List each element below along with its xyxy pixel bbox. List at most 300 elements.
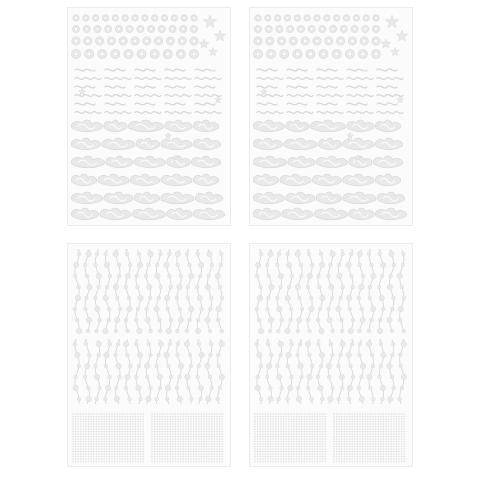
floral-vine-flower	[317, 274, 321, 278]
floral-vine-flower	[268, 386, 272, 390]
dot-border-bead	[398, 438, 400, 440]
dot-border-bead	[193, 436, 195, 438]
flower-jewel-center	[339, 39, 342, 42]
floral-vine-flower	[337, 397, 341, 401]
dot-border-bead	[267, 438, 269, 440]
dot-border-bead	[385, 421, 387, 423]
dot-border-bead	[216, 461, 218, 463]
swirl-border-sticker	[135, 78, 161, 80]
dot-border-bead	[101, 456, 103, 458]
dot-border-bead	[396, 426, 398, 428]
dot-border-bead	[195, 438, 197, 440]
dot-border-bead	[203, 461, 205, 463]
dot-border-bead	[317, 461, 319, 463]
dot-border-bead	[203, 451, 205, 453]
swirl-border-sticker	[75, 69, 95, 71]
dot-border-bead	[259, 461, 261, 463]
dot-border-bead	[338, 456, 340, 458]
dot-border-bead	[272, 453, 274, 455]
dot-border-bead	[288, 443, 290, 445]
dot-border-bead	[357, 458, 359, 460]
dot-border-bead	[375, 426, 377, 428]
dot-border-bead	[383, 423, 385, 425]
dot-border-bead	[193, 431, 195, 433]
swirl-border-sticker	[287, 69, 307, 71]
floral-vine-flower	[187, 386, 191, 390]
dot-border-bead	[114, 446, 116, 448]
dot-border-bead	[85, 448, 87, 450]
dot-border-bead	[275, 451, 277, 453]
dot-border-bead	[380, 436, 382, 438]
floral-vine-flower	[319, 352, 325, 358]
dot-border-bead	[140, 448, 142, 450]
dot-border-bead	[101, 416, 103, 418]
dot-border-bead	[103, 446, 105, 448]
floral-vine-flower	[127, 306, 133, 312]
dot-border-bead	[270, 448, 272, 450]
dot-border-bead	[106, 443, 108, 445]
dot-border-bead	[380, 453, 382, 455]
floral-vine-flower	[307, 374, 313, 380]
floral-vine-flower	[286, 364, 290, 368]
dot-border-bead	[390, 433, 392, 435]
dot-border-bead	[124, 451, 126, 453]
dot-border-bead	[154, 461, 156, 463]
star-sticker	[385, 15, 398, 28]
dot-border-bead	[159, 441, 161, 443]
dot-border-bead	[359, 443, 361, 445]
dot-border-bead	[362, 443, 364, 445]
dot-border-bead	[322, 423, 324, 425]
dot-border-bead	[140, 443, 142, 445]
dot-border-bead	[306, 453, 308, 455]
dot-border-bead	[346, 423, 348, 425]
dot-border-bead	[367, 461, 369, 463]
dot-border-bead	[135, 418, 137, 420]
dot-border-bead	[291, 441, 293, 443]
dot-border-bead	[306, 446, 308, 448]
dot-border-bead	[341, 418, 343, 420]
floral-vine-flower	[277, 252, 281, 256]
dot-border-bead	[109, 421, 111, 423]
cloud-flourish-sticker	[253, 138, 282, 150]
dot-border-bead	[195, 446, 197, 448]
dot-border-bead	[206, 446, 208, 448]
dot-border-bead	[106, 453, 108, 455]
dot-border-bead	[193, 451, 195, 453]
dot-border-bead	[190, 416, 192, 418]
dot-border-bead	[367, 426, 369, 428]
dot-border-bead	[296, 418, 298, 420]
floral-vine-flower	[83, 263, 87, 267]
dot-border-bead	[208, 461, 210, 463]
dot-border-bead	[372, 433, 374, 435]
dot-border-bead	[129, 453, 131, 455]
dot-border-bead	[164, 421, 166, 423]
swirl-border-sticker	[377, 112, 403, 114]
flower-jewel-center	[348, 52, 352, 56]
dot-border-bead	[377, 456, 379, 458]
dot-border-bead	[309, 426, 311, 428]
dot-border-bead	[380, 413, 382, 415]
dot-border-bead	[122, 421, 124, 423]
dot-border-bead	[90, 436, 92, 438]
dot-border-bead	[275, 456, 277, 458]
dot-border-bead	[265, 451, 267, 453]
floral-vine-flower	[257, 295, 263, 301]
dot-border-bead	[164, 433, 166, 435]
dot-border-bead	[364, 421, 366, 423]
dot-border-bead	[190, 461, 192, 463]
swirl-border-sticker	[347, 112, 373, 114]
floral-vine-flower	[105, 285, 109, 289]
dot-border-bead	[319, 433, 321, 435]
dot-border-bead	[344, 426, 346, 428]
dot-border-bead	[349, 443, 351, 445]
dot-border-bead	[177, 458, 179, 460]
swirl-border-sticker	[287, 112, 313, 114]
dot-border-bead	[359, 438, 361, 440]
floral-vine-flower	[209, 342, 213, 346]
floral-vine-stem	[126, 340, 130, 404]
dot-border-bead	[298, 428, 300, 430]
dot-border-bead	[216, 448, 218, 450]
dot-border-bead	[103, 451, 105, 453]
dot-border-bead	[114, 461, 116, 463]
dot-border-bead	[98, 416, 100, 418]
floral-vine-flower	[308, 329, 312, 333]
floral-vine-flower	[331, 353, 335, 357]
dot-border-bead	[132, 421, 134, 423]
dot-border-bead	[265, 453, 267, 455]
dot-border-bead	[140, 436, 142, 438]
dot-border-bead	[306, 441, 308, 443]
dot-border-bead	[83, 421, 85, 423]
dot-border-bead	[349, 416, 351, 418]
floral-vine-flower	[337, 273, 343, 279]
dot-border-bead	[377, 426, 379, 428]
dot-border-bead	[259, 421, 261, 423]
dot-border-bead	[359, 431, 361, 433]
dot-border-bead	[272, 451, 274, 453]
floral-vine-flower	[215, 273, 221, 279]
dot-border-bead	[190, 438, 192, 440]
dot-border-bead	[272, 436, 274, 438]
dot-border-bead	[346, 428, 348, 430]
dot-border-bead	[349, 418, 351, 420]
floral-vine-flower	[178, 307, 182, 311]
dot-border-bead	[309, 446, 311, 448]
dot-border-bead	[259, 451, 261, 453]
dot-border-bead	[93, 441, 95, 443]
dot-border-bead	[291, 423, 293, 425]
dot-border-bead	[116, 448, 118, 450]
floral-vine-flower	[147, 263, 151, 267]
dot-border-bead	[322, 448, 324, 450]
floral-vine-flower	[189, 273, 195, 279]
floral-vine-flower	[126, 353, 130, 357]
cloud-flourish-sticker	[130, 174, 159, 186]
dot-border-bead	[317, 446, 319, 448]
dot-border-bead	[137, 431, 139, 433]
swirl-border-sticker	[347, 103, 367, 105]
dot-border-bead	[98, 438, 100, 440]
dot-border-bead	[267, 416, 269, 418]
dot-border-bead	[311, 431, 313, 433]
dot-border-bead	[309, 428, 311, 430]
floral-vine-flower	[367, 374, 373, 380]
flower-jewel-center	[133, 39, 136, 42]
dot-border-bead	[254, 416, 256, 418]
dot-border-bead	[383, 458, 385, 460]
dot-border-bead	[306, 413, 308, 415]
flower-jewel-center	[267, 28, 270, 31]
swirl-border-sticker	[165, 78, 191, 80]
dot-border-bead	[156, 436, 158, 438]
dot-border-bead	[156, 413, 158, 415]
dot-border-bead	[341, 438, 343, 440]
floral-vine-flower	[378, 252, 382, 256]
dot-border-bead	[301, 448, 303, 450]
dot-border-bead	[190, 431, 192, 433]
dot-border-bead	[193, 441, 195, 443]
dot-border-bead	[72, 416, 74, 418]
dot-border-bead	[127, 446, 129, 448]
dot-border-bead	[298, 413, 300, 415]
floral-vine-flower	[340, 329, 344, 333]
dot-border-bead	[254, 413, 256, 415]
dot-border-bead	[267, 436, 269, 438]
dot-border-bead	[393, 438, 395, 440]
floral-vine-flower	[401, 252, 405, 256]
dot-border-bead	[116, 438, 118, 440]
dot-border-bead	[137, 413, 139, 415]
dot-border-bead	[127, 416, 129, 418]
dot-border-bead	[208, 431, 210, 433]
dot-border-bead	[132, 433, 134, 435]
floral-vine-flower	[346, 295, 352, 301]
dot-border-bead	[336, 438, 338, 440]
floral-vine-flower	[392, 386, 396, 390]
dot-border-bead	[259, 413, 261, 415]
floral-vine-flower	[340, 386, 344, 390]
dot-border-bead	[203, 428, 205, 430]
dot-border-bead	[304, 431, 306, 433]
dot-border-bead	[156, 446, 158, 448]
dot-border-bead	[275, 441, 277, 443]
floral-vine-flower	[116, 342, 120, 346]
swirl-border-sticker	[377, 103, 397, 105]
flower-jewel-center	[321, 28, 324, 31]
dot-border-bead	[364, 448, 366, 450]
dot-border-bead	[156, 433, 158, 435]
dot-border-bead	[301, 443, 303, 445]
dot-border-bead	[106, 436, 108, 438]
flower-jewel-center	[309, 52, 313, 56]
dot-border-bead	[377, 418, 379, 420]
dot-border-bead	[195, 436, 197, 438]
dot-border-bead	[75, 456, 77, 458]
floral-vine-flower	[158, 386, 162, 390]
dot-border-bead	[90, 431, 92, 433]
floral-vine-flower	[167, 364, 171, 368]
dot-border-bead	[132, 428, 134, 430]
dot-border-bead	[98, 423, 100, 425]
dot-border-bead	[90, 426, 92, 428]
floral-vine-flower	[289, 318, 293, 322]
dot-border-bead	[177, 443, 179, 445]
dot-border-bead	[101, 453, 103, 455]
dot-border-bead	[270, 441, 272, 443]
dot-border-bead	[385, 426, 387, 428]
dot-border-bead	[98, 461, 100, 463]
dot-border-bead	[203, 453, 205, 455]
dot-border-bead	[75, 428, 77, 430]
dot-border-bead	[83, 413, 85, 415]
dot-border-bead	[301, 453, 303, 455]
dot-border-bead	[309, 451, 311, 453]
dot-border-bead	[167, 413, 169, 415]
dot-border-bead	[135, 461, 137, 463]
dot-border-bead	[206, 423, 208, 425]
dot-border-bead	[319, 458, 321, 460]
dot-border-bead	[122, 438, 124, 440]
dot-border-bead	[278, 456, 280, 458]
floral-vine-flower	[76, 328, 82, 334]
dot-border-bead	[127, 418, 129, 420]
dot-border-bead	[198, 441, 200, 443]
dot-border-bead	[83, 433, 85, 435]
dot-border-bead	[211, 426, 213, 428]
dot-border-bead	[317, 433, 319, 435]
dot-border-bead	[175, 451, 177, 453]
dot-border-bead	[98, 453, 100, 455]
cloud-flourish-sticker	[161, 174, 192, 186]
dot-border-bead	[127, 426, 129, 428]
dot-border-bead	[401, 431, 403, 433]
dot-border-bead	[167, 441, 169, 443]
floral-vine-flower	[84, 363, 90, 369]
dot-border-bead	[114, 418, 116, 420]
dot-border-bead	[322, 456, 324, 458]
flower-jewel-center	[140, 52, 144, 56]
floral-vine-flower	[286, 262, 292, 268]
floral-vine-flower	[361, 274, 365, 278]
dot-border-bead	[75, 436, 77, 438]
dot-border-bead	[154, 413, 156, 415]
floral-vine-flower	[310, 263, 314, 267]
dot-border-bead	[278, 436, 280, 438]
dot-border-bead	[88, 426, 90, 428]
dot-border-bead	[101, 451, 103, 453]
dot-border-bead	[370, 453, 372, 455]
dot-border-bead	[283, 426, 285, 428]
dot-border-bead	[319, 426, 321, 428]
dot-border-bead	[88, 446, 90, 448]
dot-border-bead	[338, 413, 340, 415]
dot-border-bead	[265, 421, 267, 423]
dot-border-bead	[357, 451, 359, 453]
dot-border-bead	[193, 456, 195, 458]
dot-border-bead	[324, 436, 326, 438]
dot-border-bead	[341, 451, 343, 453]
dot-border-bead	[201, 458, 203, 460]
floral-vine-flower	[168, 274, 172, 278]
dot-border-bead	[151, 438, 153, 440]
dot-border-bead	[319, 461, 321, 463]
flower-jewel-center	[173, 17, 176, 20]
dot-border-bead	[304, 456, 306, 458]
cloud-flourish-sticker	[191, 156, 220, 168]
dot-border-bead	[156, 458, 158, 460]
dot-border-bead	[285, 423, 287, 425]
dot-border-bead	[195, 418, 197, 420]
dot-border-bead	[309, 423, 311, 425]
dot-border-bead	[324, 438, 326, 440]
dot-border-bead	[403, 451, 405, 453]
floral-vine-flower	[317, 285, 321, 289]
floral-vine-flower	[255, 307, 259, 311]
dot-border-bead	[193, 461, 195, 463]
dot-border-bead	[180, 441, 182, 443]
floral-vine-flower	[73, 385, 79, 391]
dot-border-bead	[403, 461, 405, 463]
dot-border-bead	[85, 438, 87, 440]
dot-border-bead	[85, 453, 87, 455]
dot-border-bead	[370, 456, 372, 458]
floral-vine-flower	[155, 397, 159, 401]
dot-border-bead	[288, 423, 290, 425]
dot-border-bead	[396, 451, 398, 453]
dot-border-bead	[254, 443, 256, 445]
dot-border-bead	[333, 453, 335, 455]
cloud-flourish-sticker	[71, 174, 96, 186]
dot-border-bead	[254, 428, 256, 430]
dot-border-bead	[354, 456, 356, 458]
flower-jewel-center	[278, 28, 281, 31]
dot-border-bead	[140, 446, 142, 448]
dot-border-bead	[362, 421, 364, 423]
floral-vine-flower	[295, 251, 301, 257]
swirl-border-sticker	[135, 95, 161, 97]
flower-jewel-center	[157, 39, 160, 42]
dot-border-bead	[80, 413, 82, 415]
dot-border-bead	[364, 426, 366, 428]
dot-border-bead	[124, 428, 126, 430]
dot-border-bead	[375, 418, 377, 420]
floral-vine-flower	[400, 285, 404, 289]
dot-border-bead	[322, 416, 324, 418]
dot-border-bead	[344, 413, 346, 415]
dot-border-bead	[372, 413, 374, 415]
dot-border-bead	[385, 446, 387, 448]
dot-border-bead	[140, 416, 142, 418]
floral-vine-flower	[168, 252, 172, 256]
dot-border-bead	[364, 433, 366, 435]
floral-vine-flower	[358, 263, 362, 267]
dot-border-bead	[357, 446, 359, 448]
dot-border-bead	[188, 421, 190, 423]
dot-border-bead	[77, 426, 79, 428]
floral-vine-flower	[98, 318, 102, 322]
flower-jewel-center	[85, 28, 88, 31]
floral-vine-flower	[208, 375, 212, 379]
floral-vine-flower	[286, 352, 292, 358]
dot-border-bead	[201, 446, 203, 448]
dot-border-bead	[367, 423, 369, 425]
dot-border-bead	[206, 426, 208, 428]
dot-border-bead	[80, 438, 82, 440]
